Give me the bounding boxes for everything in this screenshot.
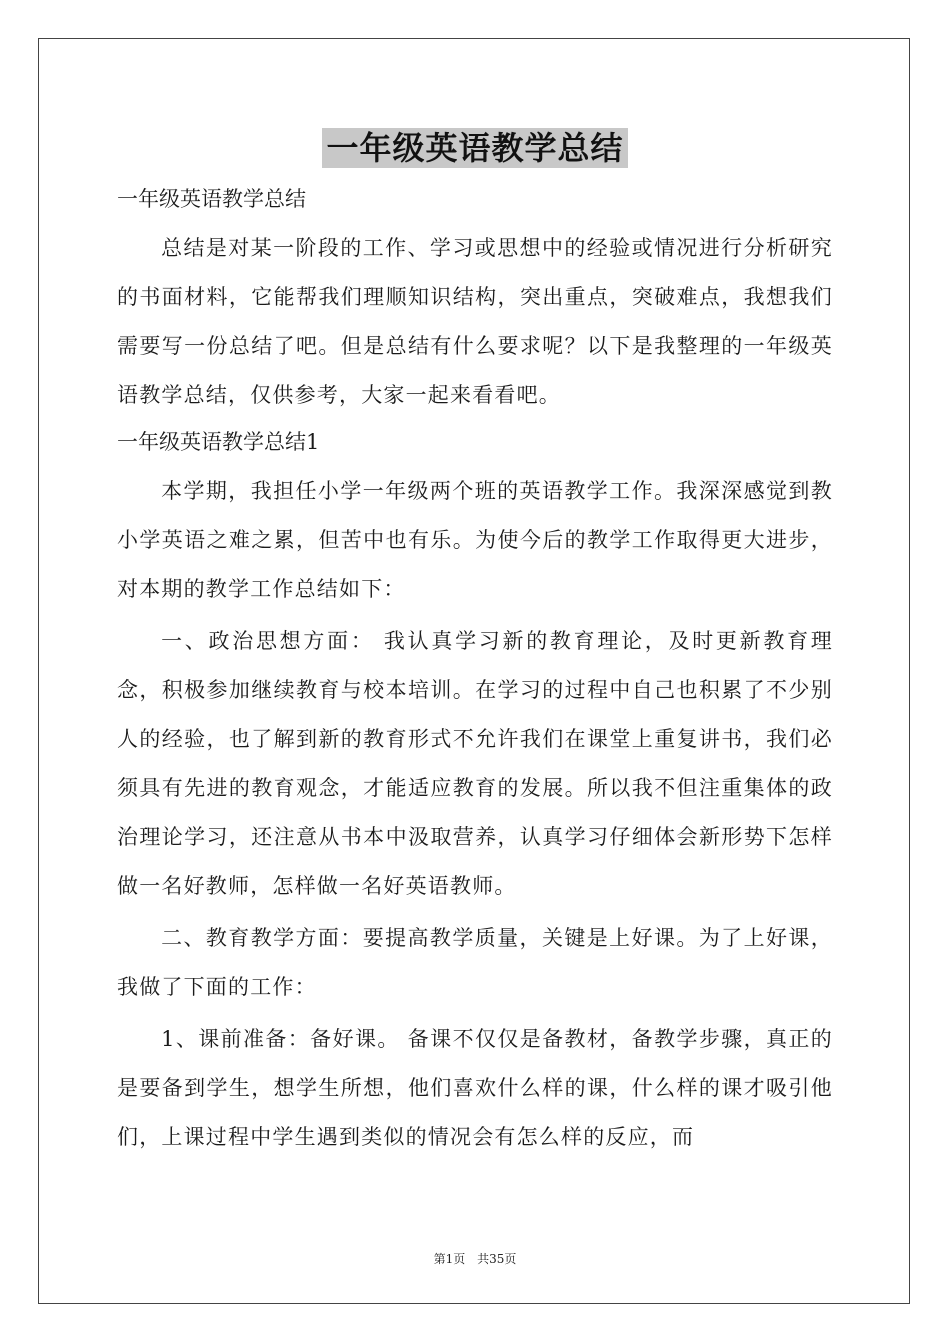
page-total: 共35页 xyxy=(477,1252,517,1266)
paragraph-political-thought: 一、政治思想方面： 我认真学习新的教育理论，及时更新教育理念，积极参加继续教育与校本培训。在学习的过程中自己也积累了不少别人的经验，也了解到新的教育形式不允许我们在课堂上重复讲书，我们必须具有先进的教育观念，才能适应教育的发展。所以我不但注重集体的政治理论学习，还注意从书本中汲取营养，认真学习仔细体会新形势下怎样做一名好教师，怎样做一名好英语教师。 xyxy=(117,629,833,898)
title-area xyxy=(0,128,950,168)
page-number: 第1页 xyxy=(433,1252,466,1266)
document-title: 一年级英语教学总结 xyxy=(322,128,627,168)
section-heading-1: 一年级英语教学总结1 xyxy=(117,430,320,454)
paragraph-semester: 本学期，我担任小学一年级两个班的英语教学工作。我深深感觉到教小学英语之难之累，但苦中也有乐。为使今后的教学工作取得更大进步，对本期的教学工作总结如下： xyxy=(117,479,833,601)
paragraph-teaching: 二、教育教学方面：要提高教学质量，关键是上好课。为了上好课，我做了下面的工作： xyxy=(117,926,833,999)
paragraph-lesson-prep: 1、课前准备：备好课。 备课不仅仅是备教材，备教学步骤，真正的是要备到学生，想学生所想，他们喜欢什么样的课，什么样的课才吸引他们，上课过程中学生遇到类似的情况会有怎么样的反应，而 xyxy=(117,1027,833,1149)
intro-paragraph: 总结是对某一阶段的工作、学习或思想中的经验或情况进行分析研究的书面材料，它能帮我们理顺知识结构，突出重点，突破难点，我想我们需要写一份总结了吧。但是总结有什么要求呢？以下是我整理的一年级英语教学总结，仅供参考，大家一起来看看吧。 xyxy=(117,236,833,407)
intro-heading: 一年级英语教学总结 xyxy=(117,187,306,211)
document-body xyxy=(117,180,833,1165)
page-footer xyxy=(0,1250,950,1267)
